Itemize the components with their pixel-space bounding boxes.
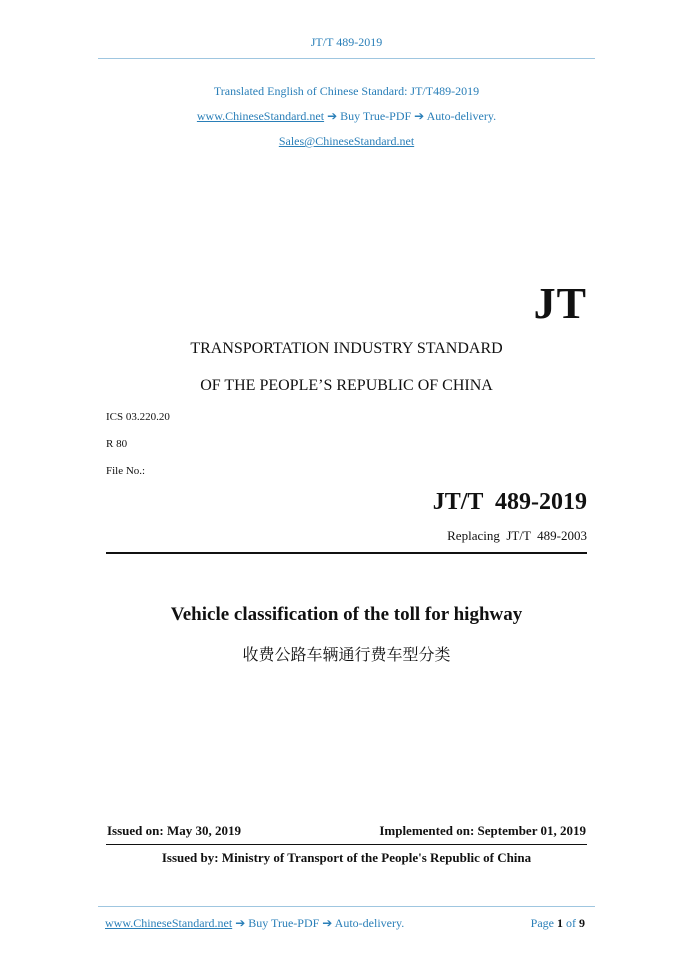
of-label: of (566, 916, 576, 930)
jt-logo: JT (533, 279, 587, 328)
document-title-en: Vehicle classification of the toll for highway (170, 604, 523, 625)
ics-code: ICS 03.220.20 (106, 411, 170, 423)
site-link[interactable]: www.ChineseStandard.net (196, 109, 325, 123)
replacing-note: Replacing JT/T 489-2003 (447, 528, 587, 543)
header-rule (98, 58, 595, 59)
industry-title-line-2: OF THE PEOPLE’S REPUBLIC OF CHINA (200, 377, 493, 394)
industry-title-line-1: TRANSPORTATION INDUSTRY STANDARD (190, 340, 503, 357)
page-total: 9 (579, 916, 585, 930)
file-number: File No.: (106, 465, 146, 477)
email-link[interactable]: Sales@ChineseStandard.net (278, 134, 415, 148)
standard-number: JT/T 489-2019 (432, 489, 587, 515)
document-title-cn: 收费公路车辆通行费车型分类 (242, 645, 451, 664)
page-number: 1 (557, 916, 563, 930)
promo-line-2 (0, 109, 693, 124)
running-header: JT/T 489-2019 (310, 35, 383, 49)
footer-site-link[interactable]: www.ChineseStandard.net (105, 916, 233, 930)
footer-promo (105, 916, 404, 931)
page-indicator (531, 916, 585, 931)
promo-line-1: Translated English of Chinese Standard: JT/T489-2019 (213, 84, 480, 98)
page-label: Page (530, 916, 554, 930)
dates-rule (106, 844, 587, 845)
footer-buy-text: ➔ Buy True-PDF ➔ Auto-delivery. (235, 916, 405, 930)
title-rule (106, 552, 587, 554)
promo-line-3 (0, 134, 693, 149)
implemented-on: Implemented on: September 01, 2019 (379, 823, 586, 838)
footer-rule (98, 906, 595, 907)
issued-by: Issued by: Ministry of Transport of the People's Republic of China (161, 850, 532, 865)
promo-buy-text: ➔ Buy True-PDF ➔ Auto-delivery. (327, 109, 497, 123)
class-code: R 80 (106, 438, 128, 450)
issued-on: Issued on: May 30, 2019 (107, 823, 241, 838)
